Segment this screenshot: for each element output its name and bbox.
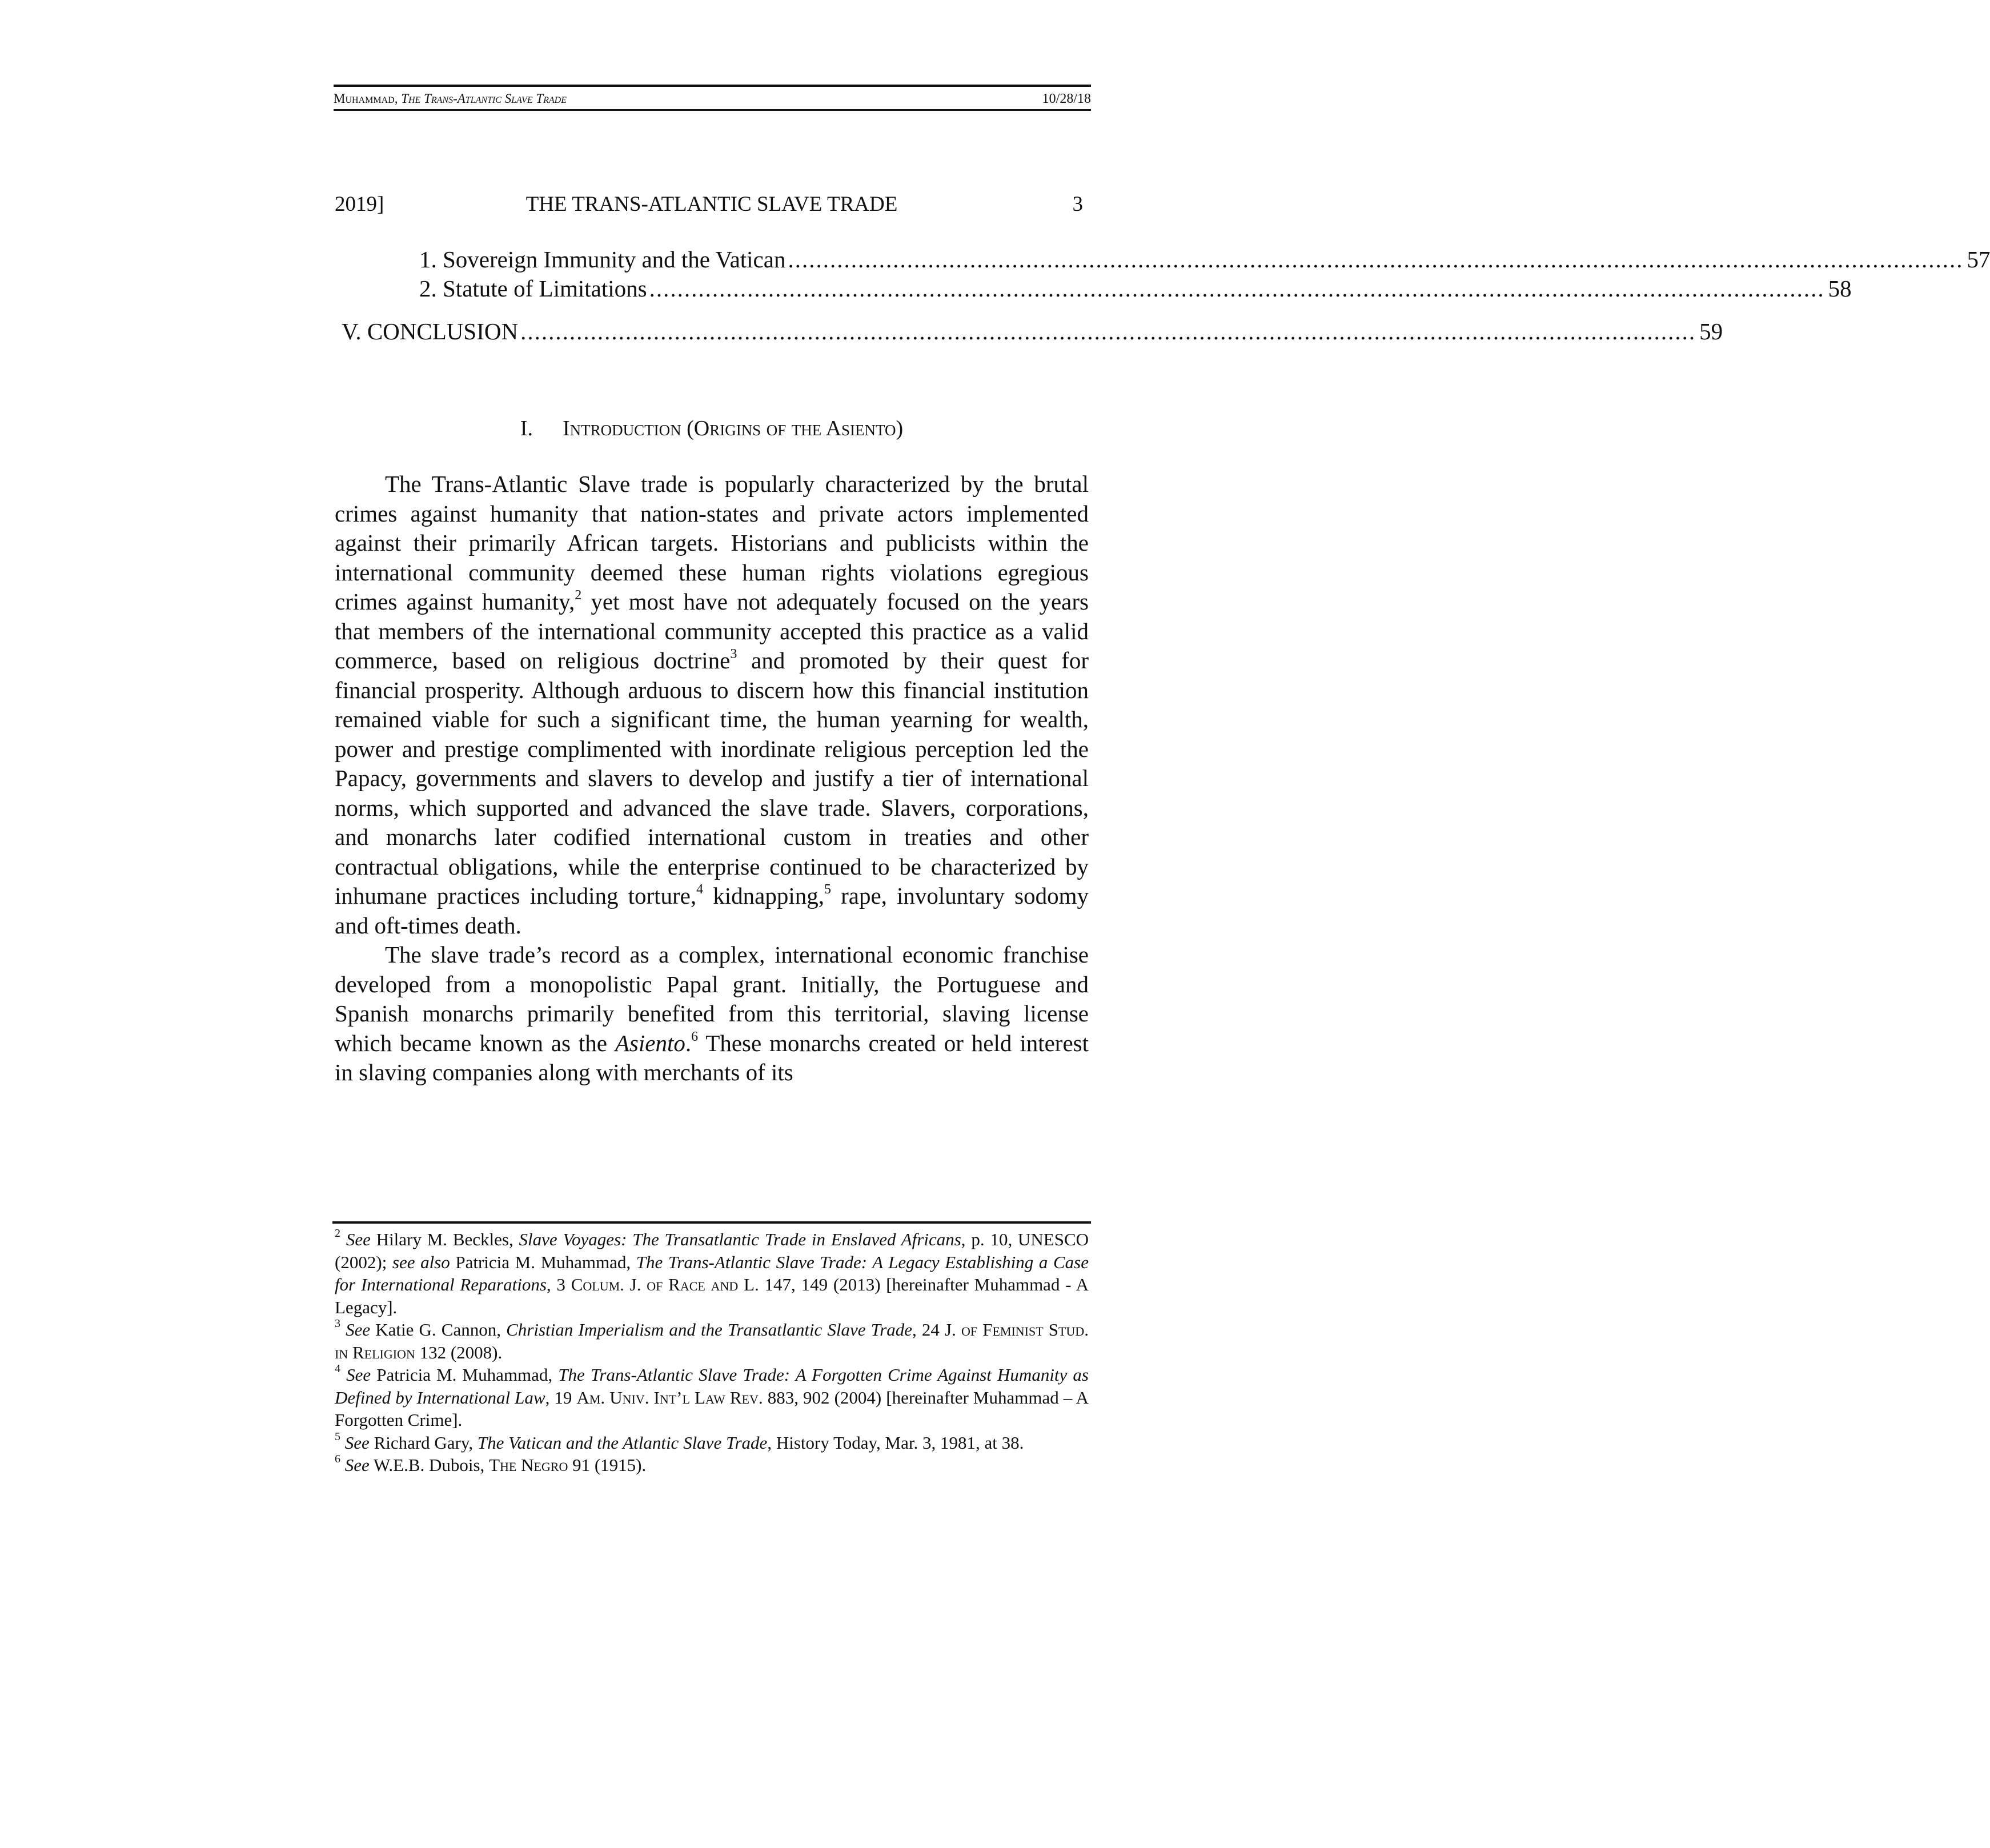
draft-header-title: The Trans-Atlantic Slave Trade bbox=[401, 91, 567, 106]
toc-leader: ........................................................................................................................................................................ bbox=[520, 318, 1696, 344]
toc-entry-label: 1. Sovereign Immunity and the Vatican bbox=[419, 246, 786, 272]
toc-entry-label: 2. Statute of Limitations bbox=[419, 275, 647, 302]
draft-header bbox=[334, 85, 1091, 111]
journal-year: 2019] bbox=[335, 193, 384, 216]
footnote-ref: 4 bbox=[696, 882, 704, 897]
footnote: $^3$ See Katie G. Cannon, Christian Imperialism and the Transatlantic Slave Trade, 24 J. of Feminist Stud. in Religion 132 (2008). bbox=[335, 1317, 1089, 1362]
toc-leader: ........................................................................................................................................................................ bbox=[649, 275, 1825, 302]
toc-entry-label: V. CONCLUSION bbox=[342, 318, 519, 344]
footnote-divider bbox=[332, 1221, 1091, 1224]
draft-header-citation: Muhammad, The Trans-Atlantic Slave Trade bbox=[334, 91, 567, 106]
footnote: $^5$ See Richard Gary, The Vatican and the Atlantic Slave Trade, History Today, Mar. 3, 1981, at 38. bbox=[335, 1430, 1024, 1453]
paragraph: The Trans-Atlantic Slave trade is popularly characterized by the brutal crimes against humanity that nation-states and private actors implemented against their primarily African targets. Historians and publicists within the international community deemed these human rights violations egregious crimes against humanity,$^2$ yet most have not adequately focused on the years that members of the international community accepted this practice as a valid commerce, based on religious doctrine$^3$ and promoted by their quest for financial prosperity. Although arduous to discern how this financial institution remained viable for such a significant time, the human yearning for wealth, power and prestige complimented with inordinate religious perception led the Papacy, governments and slavers to develop and justify a tier of international norms, which supported and advanced the slave trade. Slavers, corporations, and monarchs later codified international custom in treaties and other contractual obligations, while the enterprise continued to be characterized by inhumane practices including torture,$^4$ kidnapping,$^5$ rape, involuntary sodomy and oft-times death. bbox=[335, 471, 1089, 939]
journal-title: THE TRANS-ATLANTIC SLAVE TRADE bbox=[525, 193, 898, 216]
toc-entry-page: 58 bbox=[1828, 275, 1852, 302]
footnote-ref: 5 bbox=[824, 882, 831, 897]
toc-entry bbox=[419, 275, 1852, 302]
draft-header-author: Muhammad bbox=[334, 91, 395, 106]
draft-header-date: 10/28/18 bbox=[1042, 91, 1091, 106]
section-heading bbox=[335, 416, 1089, 441]
footnote-ref: 3 bbox=[730, 647, 737, 662]
footnote-ref: 2 bbox=[575, 588, 582, 603]
section-title: Introduction (Origins of the Asiento) bbox=[562, 416, 904, 440]
toc-entry bbox=[419, 246, 1990, 273]
footnote: $^6$ See W.E.B. Dubois, The Negro 91 (1915). bbox=[335, 1453, 647, 1475]
page-number: 3 bbox=[1072, 193, 1083, 216]
footnote: $^2$ See Hilary M. Beckles, Slave Voyages: The Transatlantic Trade in Enslaved Africans, p. 10, UNESCO (2002); see also Patricia M. Muhammad, The Trans-Atlantic Slave Trade: A Legacy Establishing a Case for International Reparations, 3 Colum. J. of Race and L. 147, 149 (2013) [hereinafter Muhammad - A Legacy]. bbox=[335, 1227, 1089, 1317]
paragraph: The slave trade’s record as a complex, international economic franchise developed from a monopolistic Papal grant. Initially, the Portuguese and Spanish monarchs primarily benefited from this territorial, slaving license which became known as the Asiento.$^6$ These monarchs created or held interest in slaving companies along with merchants of its bbox=[335, 941, 1089, 1085]
toc-entry bbox=[342, 318, 1723, 345]
section-number: I. bbox=[520, 416, 533, 440]
toc-leader: ........................................................................................................................................................................ bbox=[788, 246, 1964, 272]
body-text bbox=[335, 470, 1089, 1088]
footnote: $^4$ See Patricia M. Muhammad, The Trans-Atlantic Slave Trade: A Forgotten Crime Against Humanity as Defined by International Law, 19 Am. Univ. Int’l Law Rev. 883, 902 (2004) [hereinafter Muhammad – A Forgotten Crime]. bbox=[335, 1362, 1089, 1430]
footnotes bbox=[335, 1228, 1089, 1477]
toc-entry-page: 57 bbox=[1967, 246, 1990, 272]
footnote-ref: 6 bbox=[691, 1029, 699, 1044]
toc-entry-page: 59 bbox=[1699, 318, 1723, 344]
